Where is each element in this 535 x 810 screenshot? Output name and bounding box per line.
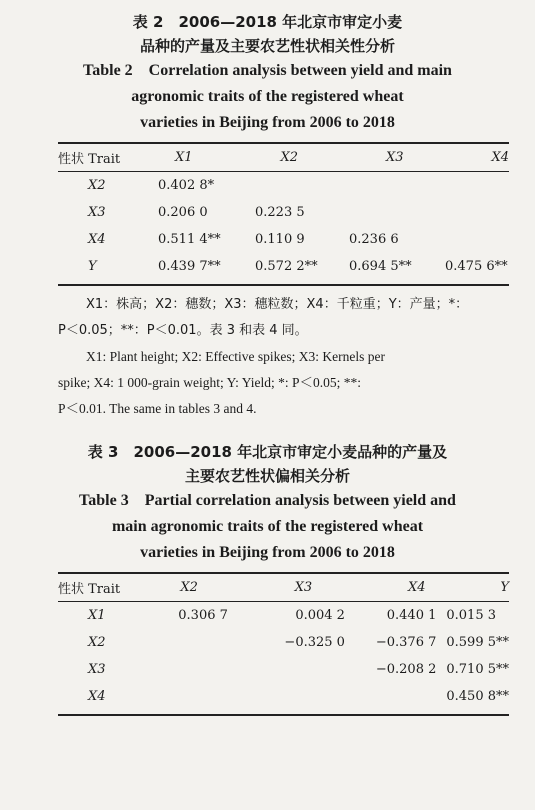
table2-header-x3: X3 bbox=[385, 150, 404, 165]
table3 bbox=[58, 574, 509, 601]
table-row bbox=[58, 226, 509, 253]
table-cell: 0.710 5** bbox=[446, 662, 509, 677]
table-cell: 0.236 6 bbox=[349, 232, 399, 247]
row-label: X2 bbox=[88, 635, 106, 650]
table-cell: 0.572 2** bbox=[255, 259, 318, 274]
table2-cn-title-line1: 表 2 2006—2018 年北京市审定小麦 bbox=[132, 13, 403, 31]
row-label: X1 bbox=[88, 608, 106, 623]
table-cell bbox=[255, 172, 349, 199]
table2-en-title-line2: agronomic traits of the registered wheat bbox=[131, 88, 404, 105]
table3-en-title-line2: main agronomic traits of the registered wheat bbox=[111, 518, 424, 535]
table3-header-x4: X4 bbox=[408, 580, 426, 595]
table2-body bbox=[58, 172, 509, 280]
table-cell: −0.325 0 bbox=[284, 635, 345, 650]
table-cell: 0.004 2 bbox=[295, 608, 345, 623]
table-cell bbox=[445, 199, 509, 226]
row-label: X4 bbox=[88, 689, 106, 704]
table2-en-title-line1: Table 2 Correlation analysis between yield and main bbox=[83, 62, 452, 79]
table-cell: −0.208 2 bbox=[375, 662, 437, 677]
table2-header-x1: X1 bbox=[175, 150, 193, 165]
table2-header-trait: 性状 Trait bbox=[58, 152, 121, 167]
table-cell: 0.440 1 bbox=[386, 608, 437, 623]
table-row bbox=[58, 602, 509, 629]
table-row bbox=[58, 629, 509, 656]
row-label: X4 bbox=[88, 232, 106, 247]
table2-cn-title-line2: 品种的产量及主要农艺性状相关性分析 bbox=[139, 37, 395, 55]
table-cell: 0.599 5** bbox=[446, 635, 509, 650]
table-cell: 0.694 5** bbox=[349, 259, 412, 274]
table-row bbox=[58, 656, 509, 683]
table-row bbox=[58, 253, 509, 280]
table-row bbox=[58, 172, 509, 199]
table-cell bbox=[349, 199, 445, 226]
row-label: X3 bbox=[88, 205, 106, 220]
table-cell bbox=[265, 683, 351, 710]
table-cell bbox=[178, 629, 265, 656]
row-label: X3 bbox=[88, 662, 106, 677]
table-cell bbox=[265, 656, 351, 683]
table2-note-en-2: spike; X4: 1 000-grain weight; Y: Yield; *: P＜0.05; **: bbox=[58, 375, 361, 390]
row-label: Y bbox=[88, 259, 97, 274]
table2-header-x2: X2 bbox=[280, 150, 299, 165]
table-cell: 0.439 7** bbox=[158, 259, 221, 274]
table3-cn-title-line2: 主要农艺性状偏相关分析 bbox=[184, 467, 350, 485]
table-cell: 0.511 4** bbox=[158, 232, 221, 247]
table3-header-trait: 性状 Trait bbox=[58, 582, 121, 597]
table-cell: 0.223 5 bbox=[255, 205, 305, 220]
row-label: X2 bbox=[88, 178, 106, 193]
table3-en-title-line1: Table 3 Partial correlation analysis between yield and bbox=[79, 492, 456, 509]
table2-note-en-3: P＜0.01. The same in tables 3 and 4. bbox=[58, 401, 257, 416]
table3-header-x3: X3 bbox=[294, 580, 313, 595]
table-cell: −0.376 7 bbox=[375, 635, 437, 650]
table-row bbox=[58, 199, 509, 226]
table-cell: 0.402 8* bbox=[158, 178, 215, 193]
table-cell bbox=[351, 683, 446, 710]
table-cell bbox=[178, 683, 265, 710]
table-cell bbox=[178, 656, 265, 683]
table3-cn-title-line1: 表 3 2006—2018 年北京市审定小麦品种的产量及 bbox=[87, 443, 448, 461]
table2-en-title-line3: varieties in Beijing from 2006 to 2018 bbox=[140, 114, 395, 131]
table-cell: 0.110 9 bbox=[255, 232, 305, 247]
table-cell bbox=[349, 172, 445, 199]
table2-note-en-1: X1: Plant height; X2: Effective spikes; X3: Kernels per bbox=[86, 349, 385, 364]
table3-header-row bbox=[58, 574, 509, 601]
table-cell: 0.306 7 bbox=[178, 608, 228, 623]
table3-bottom-rule bbox=[58, 714, 509, 716]
table-cell bbox=[445, 226, 509, 253]
table2-note-cn-2: P＜0.05；**：P＜0.01。表 3 和表 4 同。 bbox=[58, 323, 308, 338]
table-cell: 0.206 0 bbox=[158, 205, 208, 220]
table3-header-x2: X2 bbox=[180, 580, 198, 595]
table2-note-cn-1: X1：株高；X2：穗数；X3：穗粒数；X4：千粒重；Y：产量；*： bbox=[86, 297, 469, 312]
table-cell: 0.450 8** bbox=[446, 689, 509, 704]
table2 bbox=[58, 144, 509, 171]
table3-header-y: Y bbox=[500, 580, 509, 595]
table3-body bbox=[58, 602, 509, 710]
table2-header-x4: X4 bbox=[491, 150, 509, 165]
table-cell: 0.475 6** bbox=[445, 259, 508, 274]
table-cell bbox=[445, 172, 509, 199]
table-cell: 0.015 3 bbox=[446, 608, 496, 623]
table3-en-title-line3: varieties in Beijing from 2006 to 2018 bbox=[140, 544, 395, 561]
table-row bbox=[58, 683, 509, 710]
table2-header-row bbox=[58, 144, 509, 171]
